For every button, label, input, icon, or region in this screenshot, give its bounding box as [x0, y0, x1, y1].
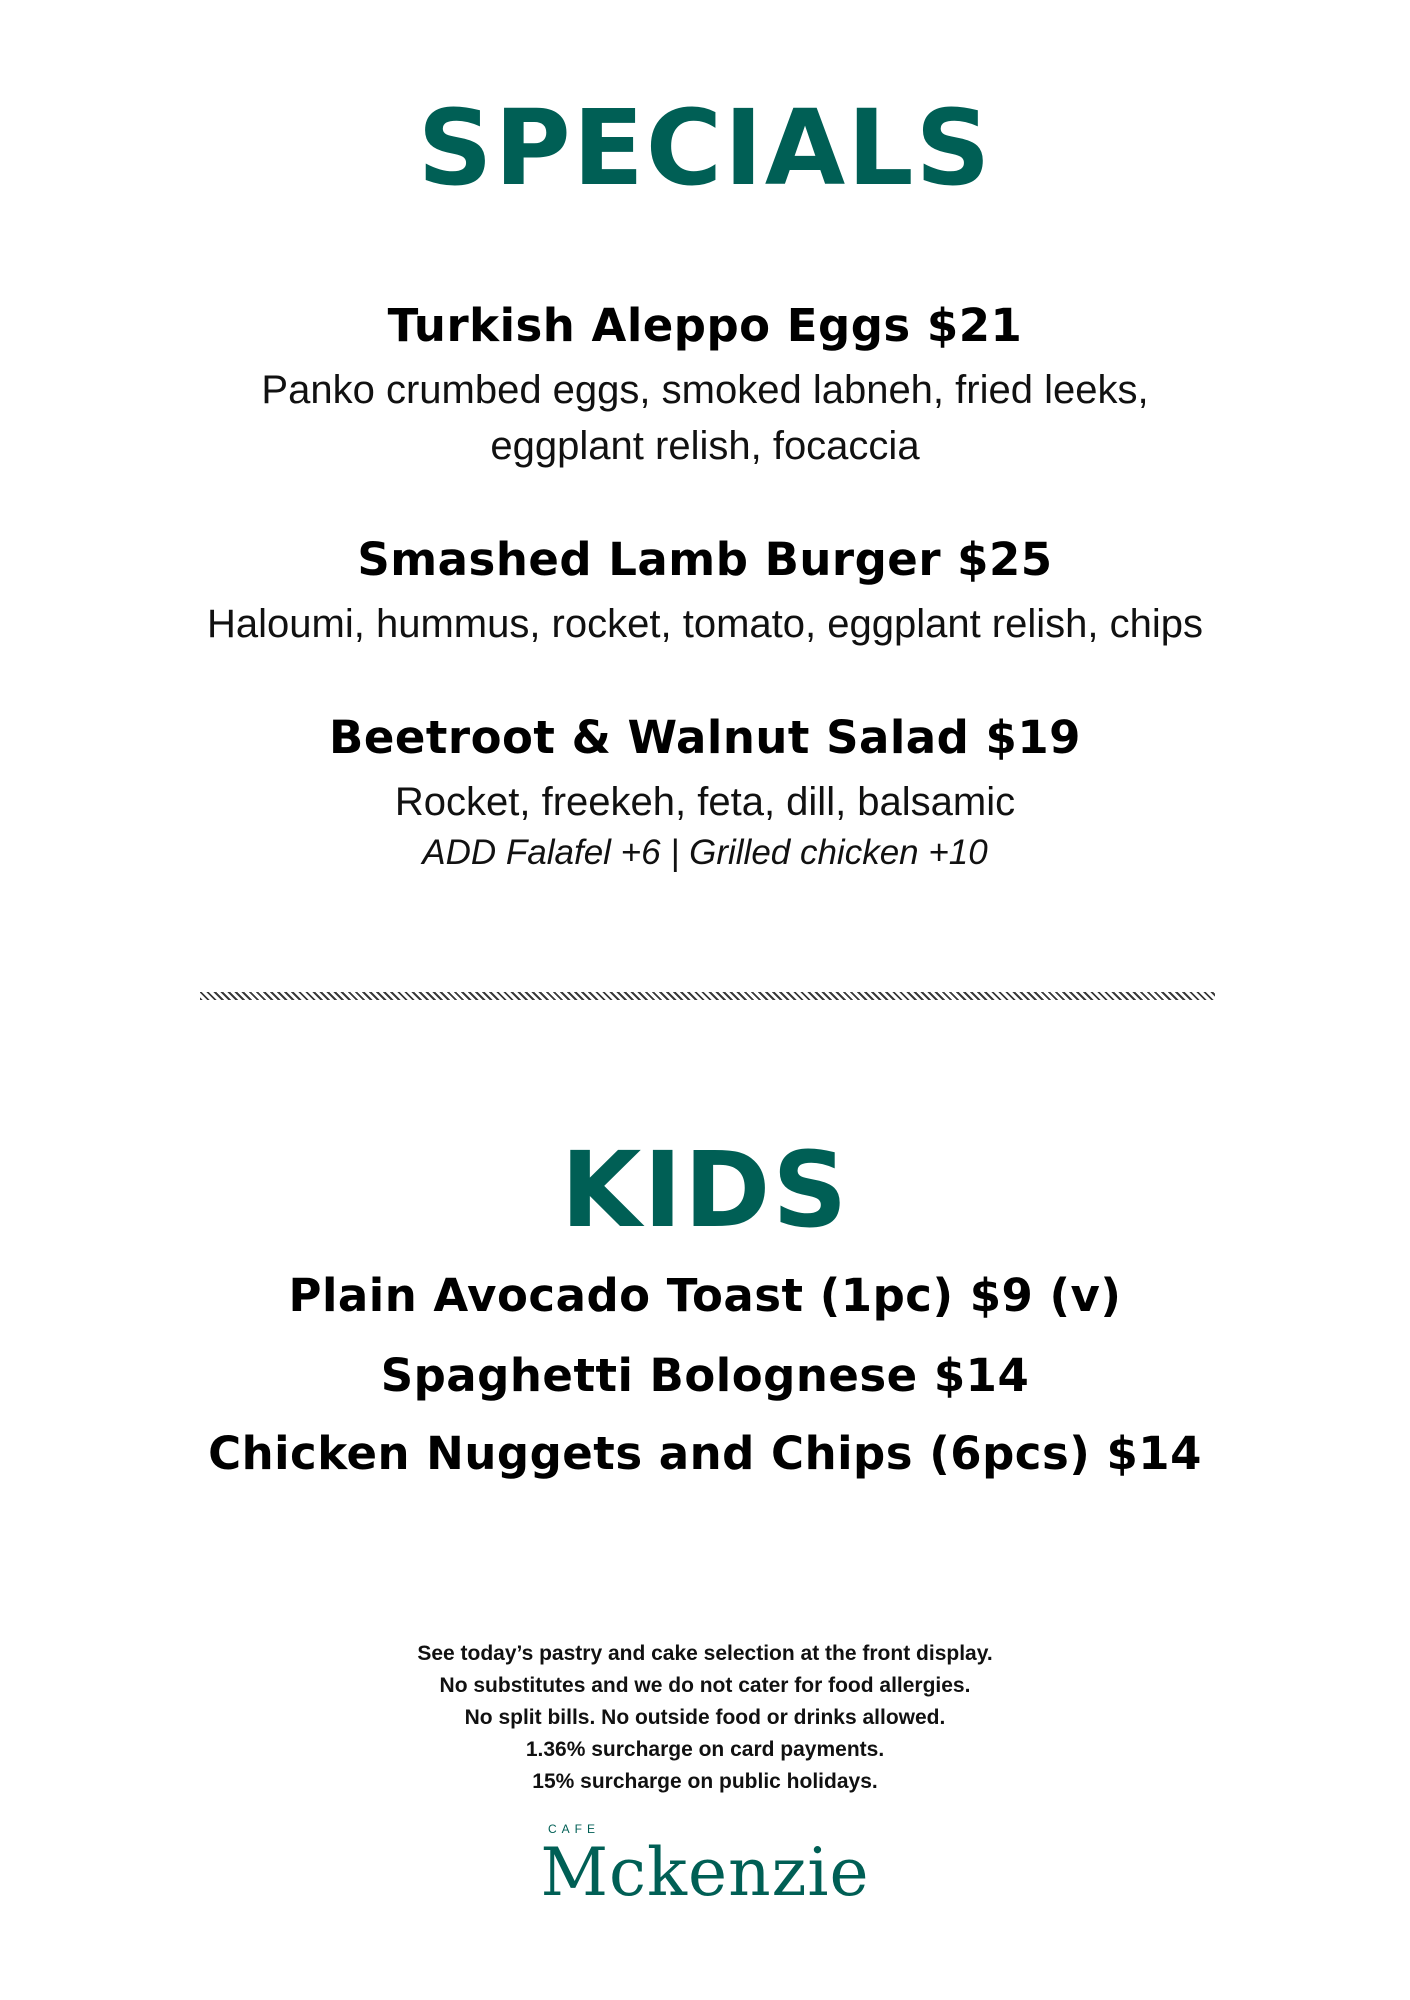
note-line-4: 1.36% surcharge on card payments. [525, 1738, 885, 1761]
kids-item-3: Chicken Nuggets and Chips (6pcs) $14 [208, 1427, 1202, 1480]
special-item-desc-3-line-1: Rocket, freekeh, feta, dill, balsamic [394, 780, 1016, 824]
note-line-2: No substitutes and we do not cater for food allergies. [439, 1674, 971, 1697]
kids-item-2: Spaghetti Bolognese $14 [380, 1349, 1030, 1402]
note-line-1: See today’s pastry and cake selection at the front display. [417, 1642, 993, 1665]
kids-item-1: Plain Avocado Toast (1pc) $9 (v) [288, 1269, 1122, 1322]
section-divider [200, 992, 1215, 1000]
special-item-desc-1-line-1: Panko crumbed eggs, smoked labneh, fried leeks, [261, 368, 1149, 412]
note-line-5: 15% surcharge on public holidays. [532, 1770, 878, 1793]
special-item-name-3: Beetroot & Walnut Salad $19 [329, 711, 1081, 764]
kids-heading: KIDS [560, 1129, 850, 1251]
special-item-name-2: Smashed Lamb Burger $25 [357, 533, 1053, 586]
note-line-3: No split bills. No outside food or drinks allowed. [464, 1706, 946, 1729]
special-item-addon-3: ADD Falafel +6 | Grilled chicken +10 [422, 833, 988, 872]
logo-name: Mckenzie [540, 1834, 870, 1911]
special-item-desc-1-line-2: eggplant relish, focaccia [490, 424, 920, 468]
special-item-desc-2-line-1: Haloumi, hummus, rocket, tomato, eggplant relish, chips [207, 602, 1203, 646]
specials-heading: SPECIALS [417, 87, 993, 209]
logo-cafe-label: CAFE [548, 1822, 601, 1836]
special-item-name-1: Turkish Aleppo Eggs $21 [387, 299, 1023, 352]
